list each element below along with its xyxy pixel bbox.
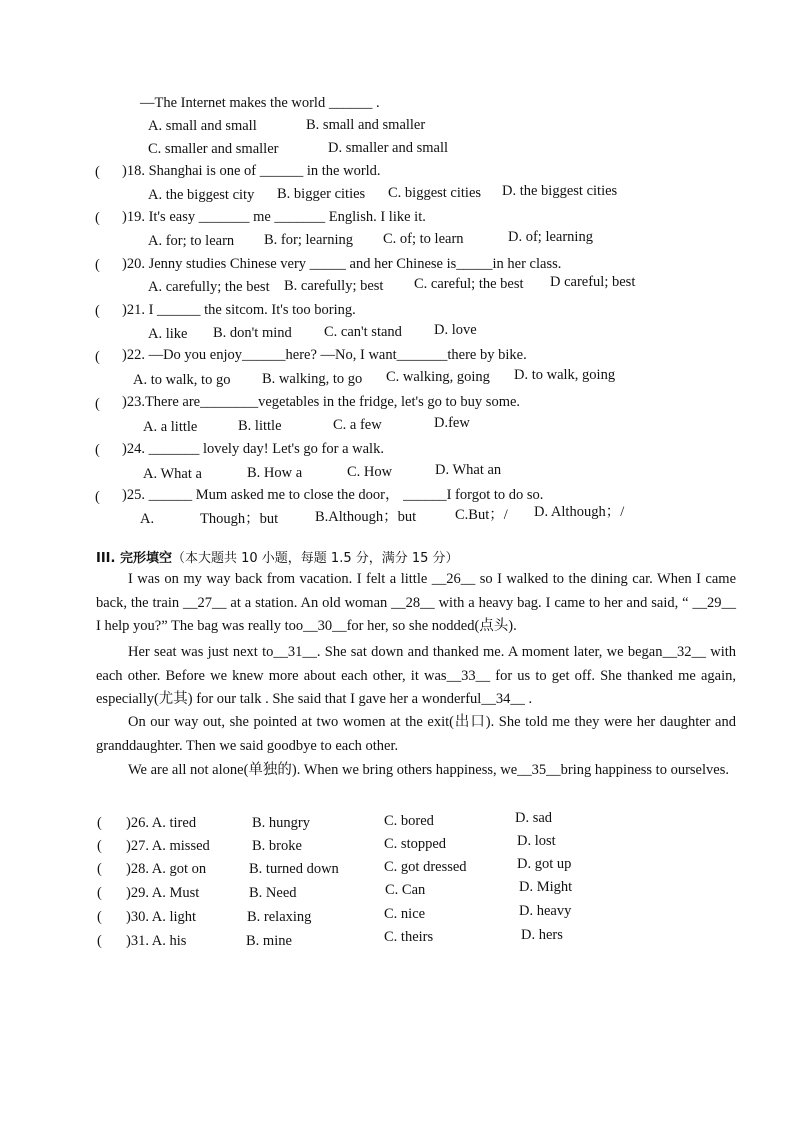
q31-option-a: )31. A. his (126, 933, 187, 949)
q18-option-b: B. bigger cities (277, 186, 366, 202)
q25-option-a-text: Though；but (200, 511, 279, 527)
answer-paren: ( (95, 489, 100, 505)
q27-option-a: )27. A. missed (126, 838, 210, 854)
q17-option-b: B. small and smaller (306, 117, 426, 133)
answer-paren: ( (95, 210, 100, 226)
q31-option-d: D. hers (521, 927, 563, 943)
q22-option-a: A. to walk, to go (133, 372, 231, 388)
q23-stem: )23.There are________vegetables in the fridge, let's go to buy some. (122, 394, 521, 410)
q25-option-d: D. Although；/ (534, 504, 625, 520)
q18-stem: )18. Shanghai is one of ______ in the world. (122, 163, 381, 179)
q26-option-a: )26. A. tired (126, 815, 197, 831)
q18-option-a: A. the biggest city (148, 187, 255, 203)
q26-option-b: B. hungry (252, 815, 310, 831)
q22-stem: )22. —Do you enjoy______here? —No, I want_______there by bike. (122, 347, 527, 363)
passage-paragraph-3: On our way out, she pointed at two women at the exit(出口). She told me they were her daughter and granddaughter. Then we said goodbye to each other. (96, 714, 736, 754)
q27-option-b: B. broke (252, 838, 302, 854)
q19-stem: )19. It's easy _______ me _______ English. I like it. (122, 209, 426, 225)
q26-option-d: D. sad (515, 810, 553, 826)
q24-stem: )24. _______ lovely day! Let's go for a walk. (122, 441, 384, 457)
q30-option-d: D. heavy (519, 903, 572, 919)
q22-option-b: B. walking, to go (262, 371, 363, 387)
answer-paren: ( (95, 396, 100, 412)
q20-stem: )20. Jenny studies Chinese very _____ and her Chinese is_____in her class. (122, 256, 562, 272)
q27-option-d: D. lost (517, 833, 556, 849)
q30-option-c: C. nice (384, 906, 426, 922)
q24-option-b: B. How a (247, 465, 303, 481)
q19-option-c: C. of; to learn (383, 231, 464, 247)
answer-paren: ( (95, 257, 100, 273)
q23-option-b: B. little (238, 418, 282, 434)
q29-option-a: )29. A. Must (126, 885, 200, 901)
q24-option-d: D. What an (435, 462, 502, 478)
answer-paren: ( (95, 164, 100, 180)
answer-paren: ( (97, 861, 102, 877)
q20-option-d: D careful; best (550, 274, 636, 290)
answer-paren: ( (95, 349, 100, 365)
q23-option-d: D.few (434, 415, 470, 431)
q24-option-a: A. What a (143, 466, 202, 482)
q20-option-c: C. careful; the best (414, 276, 524, 292)
q31-option-c: C. theirs (384, 929, 434, 945)
q31-option-b: B. mine (246, 933, 292, 949)
q22-option-d: D. to walk, going (514, 367, 616, 383)
q30-option-b: B. relaxing (247, 909, 312, 925)
q23-option-a: A. a little (143, 419, 198, 435)
q21-option-b: B. don't mind (213, 325, 292, 341)
passage-paragraph-2: Her seat was just next to__31__. She sat down and thanked me. A moment later, we began__32__ with each other. Before we knew more about each other, it was__33__ for us to get off. She thanked me again, especially(尤其) for our talk . She said that I gave her a wonderful__34__ . (96, 644, 736, 707)
passage-paragraph-4: We are all not alone(单独的). When we bring others happiness, we__35__bring happiness to ourselves. (128, 762, 729, 778)
q28-option-b: B. turned down (249, 861, 339, 877)
q21-option-d: D. love (434, 322, 477, 338)
q28-option-c: C. got dressed (384, 859, 467, 875)
q28-option-d: D. got up (517, 856, 572, 872)
q28-option-a: )28. A. got on (126, 861, 207, 877)
q20-option-b: B. carefully; best (284, 278, 384, 294)
q25-option-a-label: A. (140, 511, 155, 527)
q17-option-a: A. small and small (148, 118, 257, 134)
q25-stem: )25. ______ Mum asked me to close the door， ______I forgot to do so. (122, 487, 544, 503)
answer-paren: ( (95, 303, 100, 319)
q17-option-c: C. smaller and smaller (148, 141, 279, 157)
q17-stem: —The Internet makes the world ______ . (140, 95, 380, 111)
q17-option-d: D. smaller and small (328, 140, 449, 156)
section-3-heading: III. 完形填空 (96, 551, 172, 566)
q29-option-d: D. Might (519, 879, 573, 895)
q21-option-c: C. can't stand (324, 324, 402, 340)
q19-option-a: A. for; to learn (148, 233, 235, 249)
section-3-title (96, 550, 459, 568)
q21-stem: )21. I ______ the sitcom. It's too boring. (122, 302, 356, 318)
q26-option-c: C. bored (384, 813, 434, 829)
q25-option-c: C.But；/ (455, 507, 508, 523)
q18-option-d: D. the biggest cities (502, 183, 618, 199)
q24-option-c: C. How (347, 464, 393, 480)
q23-option-c: C. a few (333, 417, 382, 433)
q27-option-c: C. stopped (384, 836, 447, 852)
q29-option-b: B. Need (249, 885, 297, 901)
section-3-note: （本大题共 10 小题，每题 1.5 分，满分 15 分） (171, 551, 459, 566)
q21-option-a: A. like (148, 326, 188, 342)
q25-option-b: B.Although；but (315, 509, 417, 525)
q19-option-d: D. of; learning (508, 229, 593, 245)
passage-paragraph-1: I was on my way back from vacation. I felt a little __26__ so I walked to the dining car. When I came back, the train __27__ at a station. An old woman __28__ with a heavy bag. I came to her and said, “ __29__ I help you?” The bag was really too__30__for her, so she nodded(点头). (96, 571, 736, 634)
answer-paren: ( (97, 909, 102, 925)
q19-option-b: B. for; learning (264, 232, 353, 248)
answer-paren: ( (97, 815, 102, 831)
q22-option-c: C. walking, going (386, 369, 490, 385)
q29-option-c: C. Can (385, 882, 426, 898)
answer-paren: ( (97, 838, 102, 854)
q18-option-c: C. biggest cities (388, 185, 482, 201)
answer-paren: ( (97, 885, 102, 901)
answer-paren: ( (97, 933, 102, 949)
answer-paren: ( (95, 442, 100, 458)
q20-option-a: A. carefully; the best (148, 279, 270, 295)
q30-option-a: )30. A. light (126, 909, 197, 925)
